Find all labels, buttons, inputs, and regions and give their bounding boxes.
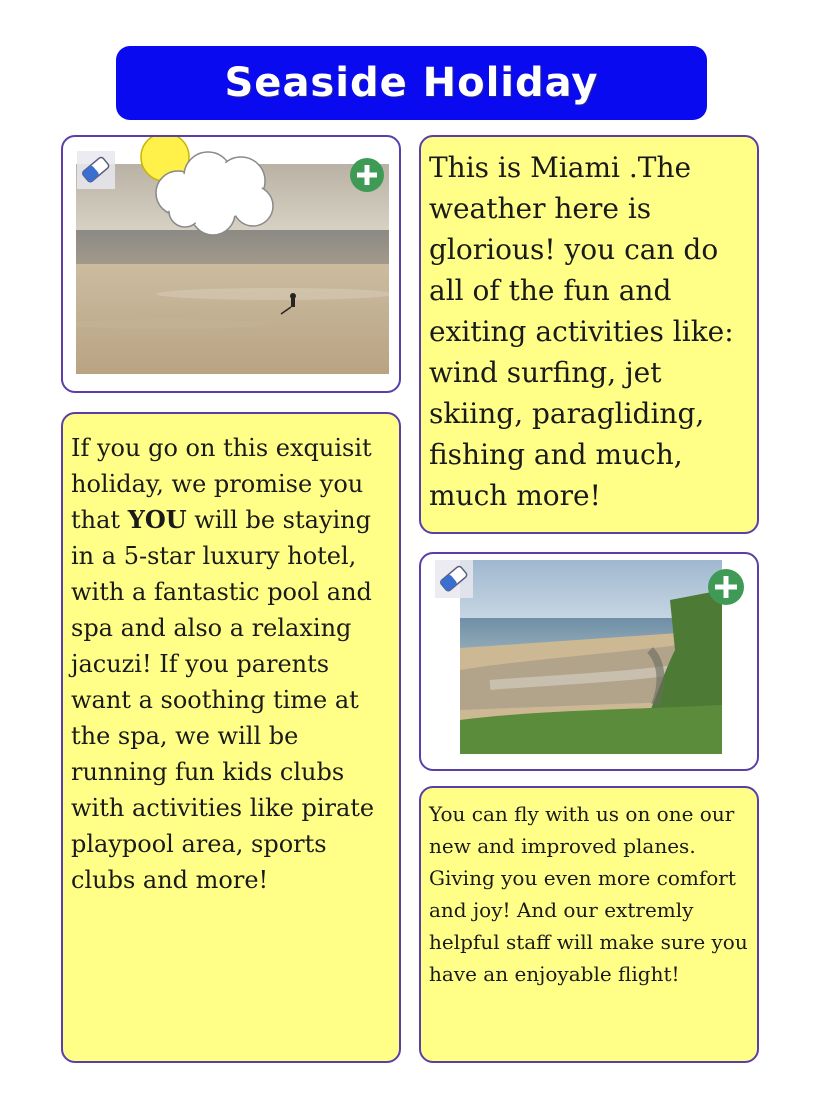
title-banner: [116, 46, 707, 120]
hotel-text-start: If you go on this exquisit holiday, we promise you that: [71, 434, 372, 534]
hotel-text: [71, 424, 391, 898]
photo-panel-beach-cliff: [419, 552, 759, 771]
beach-cliff-photo: [460, 560, 722, 754]
photo-panel-beach-sunset: [61, 135, 401, 393]
eraser-icon[interactable]: [77, 151, 115, 189]
miami-text: This is Miami .The weather here is glorious! you can do all of the fun and exiting activities like: wind surfing, jet skiing, paragliding, fishing and much, much more!: [429, 151, 734, 512]
flight-text: You can fly with us on one our new and improved planes. Giving you even more comfort and joy! And our extremly helpful staff will make sure you have an enjoyable flight!: [429, 802, 748, 986]
flight-text-panel[interactable]: [419, 786, 759, 1063]
sun-cloud-icon: [133, 135, 283, 241]
hotel-text-emphasis: YOU: [127, 505, 187, 534]
plus-circle-icon[interactable]: [707, 568, 745, 606]
hotel-text-end: will be staying in a 5-star luxury hotel, with a fantastic pool and spa and also a relaxing jacuzi! If you parents want a soothing time at the spa, we will be running fun kids clubs with activities like pirate playpool area, sports clubs and more!: [71, 506, 375, 894]
hotel-text-panel[interactable]: [61, 412, 401, 1063]
eraser-icon[interactable]: [435, 560, 473, 598]
page-title: Seaside Holiday: [224, 60, 599, 106]
plus-circle-icon[interactable]: [349, 157, 385, 193]
miami-text-panel[interactable]: [419, 135, 759, 534]
